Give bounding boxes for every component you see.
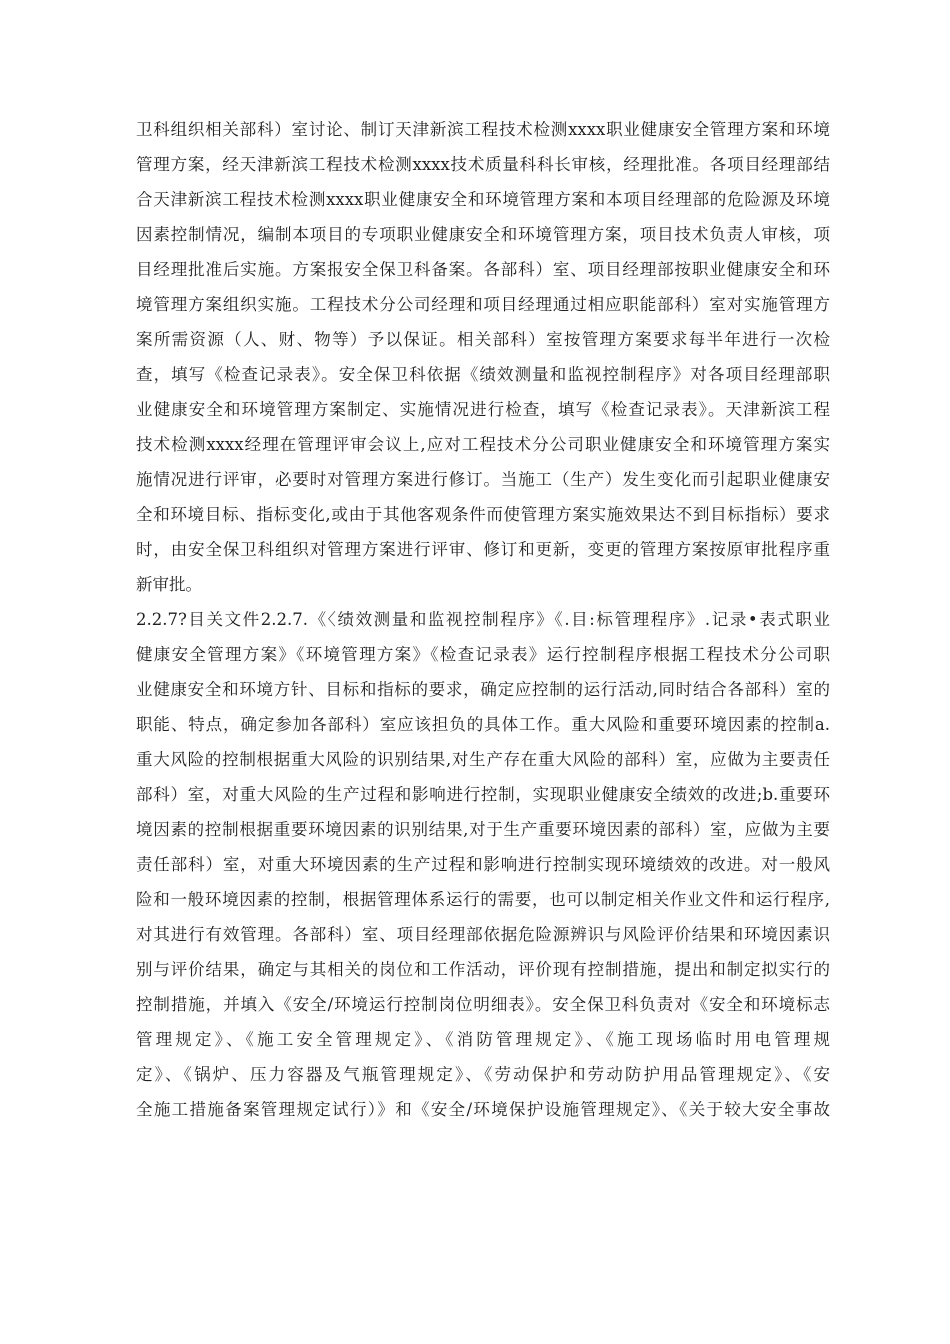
text-line: 技术检测xxxx经理在管理评审会议上,应对工程技术分公司职业健康安全和环境管理方案实 (136, 435, 830, 454)
text-line: 定》、《锅炉、压力容器及气瓶管理规定》、《劳动保护和劳动防护用品管理规定》、《安 (136, 1065, 830, 1084)
text-line: 险和一般环境因素的控制，根据管理体系运行的需要，也可以制定相关作业文件和运行程序, (136, 890, 830, 909)
text-line: 对其进行有效管理。各部科）室、项目经理部依据危险源辨识与风险评价结果和环境因素识 (136, 925, 830, 944)
paragraph-management-plan (136, 112, 830, 602)
text-line: 全施工措施备案管理规定试行）》和《安全/环境保护设施管理规定》、《关于较大安全事故 (136, 1100, 830, 1119)
text-line: 2.2.7?目关文件2.2.7.《〈绩效测量和监视控制程序》《.目:标管理程序》.记录•表式职业 (136, 610, 830, 629)
text-line: 部科）室，对重大风险的生产过程和影响进行控制，实现职业健康安全绩效的改进;b.重要环 (136, 785, 830, 804)
text-line: 职能、特点，确定参加各部科）室应该担负的具体工作。重大风险和重要环境因素的控制a. (136, 715, 830, 734)
text-line: 控制措施，并填入《安全/环境运行控制岗位明细表》。安全保卫科负责对《安全和环境标志 (136, 995, 830, 1014)
text-line: 查，填写《检查记录表》。安全保卫科依据《绩效测量和监视控制程序》对各项目经理部职 (136, 365, 830, 384)
text-line: 别与评价结果，确定与其相关的岗位和工作活动，评价现有控制措施，提出和制定拟实行的 (136, 960, 830, 979)
text-line: 业健康安全和环境管理方案制定、实施情况进行检查，填写《检查记录表》。天津新滨工程 (136, 400, 830, 419)
text-line: 新审批。 (136, 575, 202, 594)
text-line: 施情况进行评审，必要时对管理方案进行修订。当施工（生产）发生变化而引起职业健康安 (136, 470, 830, 489)
text-line: 因素控制情况，编制本项目的专项职业健康安全和环境管理方案，项目技术负责人审核，项 (136, 225, 830, 244)
text-line: 管理方案，经天津新滨工程技术检测xxxx技术质量科科长审核，经理批准。各项目经理部结 (136, 155, 830, 174)
text-line: 管理规定》、《施工安全管理规定》、《消防管理规定》、《施工现场临时用电管理规 (136, 1030, 830, 1049)
text-line: 案所需资源（人、财、物等）予以保证。相关部科）室按管理方案要求每半年进行一次检 (136, 330, 830, 349)
body-text (136, 112, 830, 1127)
text-line: 责任部科）室，对重大环境因素的生产过程和影响进行控制实现环境绩效的改进。对一般风 (136, 855, 830, 874)
text-line: 时，由安全保卫科组织对管理方案进行评审、修订和更新，变更的管理方案按原审批程序重 (136, 540, 830, 559)
text-line: 目经理批准后实施。方案报安全保卫科备案。各部科）室、项目经理部按职业健康安全和环 (136, 260, 830, 279)
text-line: 卫科组织相关部科）室讨论、制订天津新滨工程技术检测xxxx职业健康安全管理方案和环境 (136, 120, 830, 139)
text-line: 合天津新滨工程技术检测xxxx职业健康安全和环境管理方案和本项目经理部的危险源及环境 (136, 190, 830, 209)
text-line: 境管理方案组织实施。工程技术分公司经理和项目经理通过相应职能部科）室对实施管理方 (136, 295, 830, 314)
paragraph-operation-control (136, 602, 830, 1127)
text-line: 重大风险的控制根据重大风险的识别结果,对生产存在重大风险的部科）室，应做为主要责任 (136, 750, 830, 769)
text-line: 健康安全管理方案》《环境管理方案》《检查记录表》运行控制程序根据工程技术分公司职 (136, 645, 830, 664)
text-line: 境因素的控制根据重要环境因素的识别结果,对于生产重要环境因素的部科）室，应做为主要 (136, 820, 830, 839)
text-line: 业健康安全和环境方针、目标和指标的要求，确定应控制的运行活动,同时结合各部科）室的 (136, 680, 830, 699)
text-line: 全和环境目标、指标变化,或由于其他客观条件而使管理方案实施效果达不到目标指标）要求 (136, 505, 830, 524)
